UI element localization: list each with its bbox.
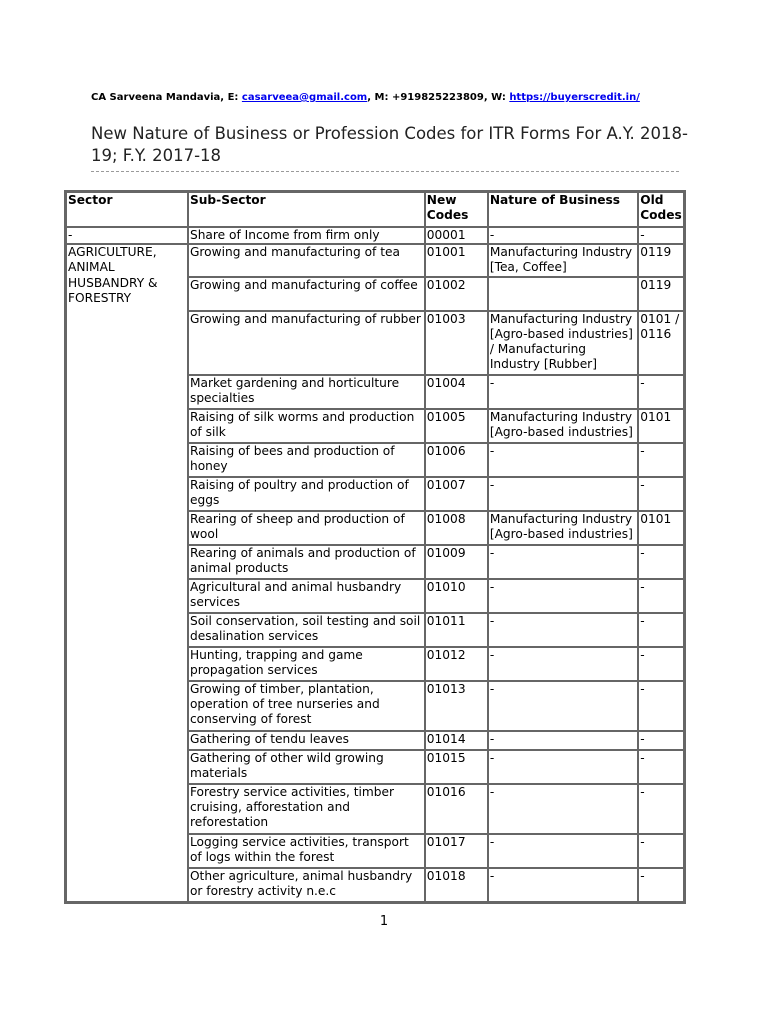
old-code-cell: 0119 xyxy=(638,244,684,276)
nature-cell: - xyxy=(488,681,638,731)
sub-sector-cell: Growing of timber, plantation, operation of tree nurseries and conserving of forest xyxy=(188,681,425,731)
old-code-cell: - xyxy=(638,784,684,834)
sub-sector-cell: Agricultural and animal husbandry services xyxy=(188,579,425,613)
new-code-cell: 01002 xyxy=(425,277,488,311)
nature-cell: Manufacturing Industry [Agro-based industries] xyxy=(488,511,638,545)
new-code-cell: 01015 xyxy=(425,750,488,784)
nature-cell: - xyxy=(488,834,638,868)
old-code-cell: - xyxy=(638,613,684,647)
table-header-row xyxy=(66,192,684,227)
sub-sector-cell: Logging service activities, transport of logs within the forest xyxy=(188,834,425,868)
old-code-cell: - xyxy=(638,750,684,784)
old-code-cell: 0101 / 0116 xyxy=(638,311,684,375)
contact-name: CA Sarveena Mandavia, E: xyxy=(91,92,242,103)
new-code-cell: 01006 xyxy=(425,443,488,477)
new-code-cell: 01011 xyxy=(425,613,488,647)
sub-sector-cell: Hunting, trapping and game propagation services xyxy=(188,647,425,681)
sector-group-cell: AGRICULTURE, ANIMAL HUSBANDRY & FORESTRY xyxy=(66,244,188,901)
sub-sector-cell: Growing and manufacturing of tea xyxy=(188,244,425,276)
new-code-cell: 01007 xyxy=(425,477,488,511)
nature-cell: - xyxy=(488,579,638,613)
new-code-cell: 01016 xyxy=(425,784,488,834)
old-code-cell: - xyxy=(638,579,684,613)
header-nature-of-business: Nature of Business xyxy=(488,192,638,227)
contact-line xyxy=(91,92,640,103)
sub-sector-cell: Raising of silk worms and production of silk xyxy=(188,409,425,443)
header-sector: Sector xyxy=(66,192,188,227)
new-code-cell: 01018 xyxy=(425,868,488,902)
nature-cell: - xyxy=(488,731,638,750)
old-code-cell: - xyxy=(638,545,684,579)
sub-sector-cell: Share of Income from firm only xyxy=(188,227,425,244)
header-sub-sector: Sub-Sector xyxy=(188,192,425,227)
nature-cell: - xyxy=(488,613,638,647)
new-code-cell: 00001 xyxy=(425,227,488,244)
sector-cell: - xyxy=(66,227,188,244)
old-code-cell: - xyxy=(638,375,684,409)
header-new-codes: New Codes xyxy=(425,192,488,227)
nature-cell xyxy=(488,277,638,311)
new-code-cell: 01008 xyxy=(425,511,488,545)
old-code-cell: - xyxy=(638,647,684,681)
business-codes-table xyxy=(64,190,686,904)
sub-sector-cell: Gathering of tendu leaves xyxy=(188,731,425,750)
nature-cell: - xyxy=(488,477,638,511)
sub-sector-cell: Rearing of animals and production of animal products xyxy=(188,545,425,579)
nature-cell: - xyxy=(488,647,638,681)
old-code-cell: - xyxy=(638,443,684,477)
old-code-cell: 0101 xyxy=(638,409,684,443)
table-row xyxy=(66,227,684,244)
sub-sector-cell: Raising of poultry and production of eggs xyxy=(188,477,425,511)
nature-cell: - xyxy=(488,227,638,244)
sub-sector-cell: Raising of bees and production of honey xyxy=(188,443,425,477)
nature-cell: Manufacturing Industry [Tea, Coffee] xyxy=(488,244,638,276)
old-code-cell: - xyxy=(638,834,684,868)
old-code-cell: - xyxy=(638,731,684,750)
nature-cell: - xyxy=(488,545,638,579)
new-code-cell: 01004 xyxy=(425,375,488,409)
new-code-cell: 01001 xyxy=(425,244,488,276)
nature-cell: Manufacturing Industry [Agro-based industries] xyxy=(488,409,638,443)
new-code-cell: 01009 xyxy=(425,545,488,579)
contact-phone: , M: +919825223809, W: xyxy=(367,92,510,103)
sub-sector-cell: Growing and manufacturing of rubber xyxy=(188,311,425,375)
old-code-cell: - xyxy=(638,681,684,731)
sub-sector-cell: Gathering of other wild growing materials xyxy=(188,750,425,784)
website-link[interactable]: https://buyerscredit.in/ xyxy=(509,92,640,103)
new-code-cell: 01010 xyxy=(425,579,488,613)
header-old-codes: Old Codes xyxy=(638,192,684,227)
new-code-cell: 01005 xyxy=(425,409,488,443)
old-code-cell: - xyxy=(638,868,684,902)
nature-cell: - xyxy=(488,784,638,834)
new-code-cell: 01012 xyxy=(425,647,488,681)
nature-cell: - xyxy=(488,375,638,409)
old-code-cell: - xyxy=(638,477,684,511)
sub-sector-cell: Other agriculture, animal husbandry or forestry activity n.e.c xyxy=(188,868,425,902)
old-code-cell: 0101 xyxy=(638,511,684,545)
sub-sector-cell: Growing and manufacturing of coffee xyxy=(188,277,425,311)
sub-sector-cell: Soil conservation, soil testing and soil desalination services xyxy=(188,613,425,647)
nature-cell: - xyxy=(488,750,638,784)
sub-sector-cell: Rearing of sheep and production of wool xyxy=(188,511,425,545)
new-code-cell: 01014 xyxy=(425,731,488,750)
new-code-cell: 01013 xyxy=(425,681,488,731)
title-divider xyxy=(91,171,679,172)
email-link[interactable]: casarveea@gmail.com xyxy=(241,92,368,103)
table-row xyxy=(66,244,684,276)
page-number: 1 xyxy=(379,914,389,929)
new-code-cell: 01017 xyxy=(425,834,488,868)
nature-cell: - xyxy=(488,443,638,477)
old-code-cell: 0119 xyxy=(638,277,684,311)
new-code-cell: 01003 xyxy=(425,311,488,375)
nature-cell: Manufacturing Industry [Agro-based industries] / Manufacturing Industry [Rubber] xyxy=(488,311,638,375)
page-title: New Nature of Business or Profession Codes for ITR Forms For A.Y. 2018-19; F.Y. 2017-18 xyxy=(91,124,688,165)
sub-sector-cell: Forestry service activities, timber cruising, afforestation and reforestation xyxy=(188,784,425,834)
sub-sector-cell: Market gardening and horticulture specialties xyxy=(188,375,425,409)
nature-cell: - xyxy=(488,868,638,902)
old-code-cell: - xyxy=(638,227,684,244)
